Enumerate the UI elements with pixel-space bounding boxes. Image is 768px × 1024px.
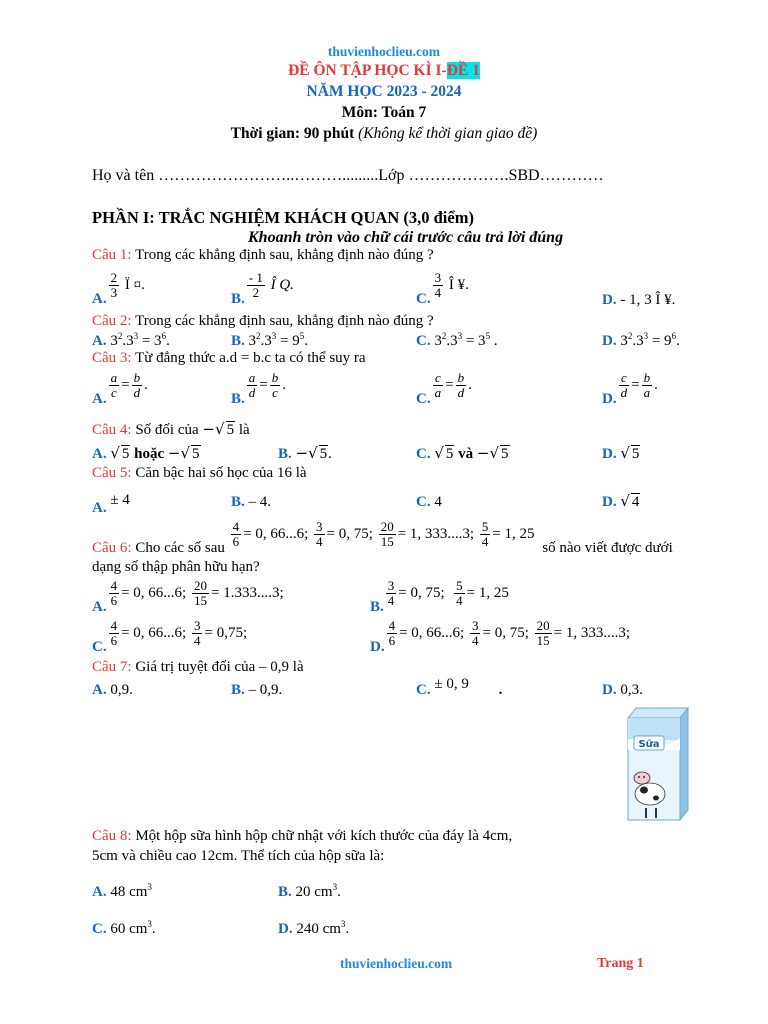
- option-text: – 0,9.: [248, 682, 283, 698]
- option-text: ± 0, 9: [434, 676, 469, 692]
- question-text: Từ đẳng thức a.d = b.c ta có thể suy ra: [135, 350, 366, 366]
- q3-option-a[interactable]: A. $\frac{a}{c}$ = $\frac{b}{d}$ .: [92, 370, 148, 407]
- question-2: [92, 313, 434, 330]
- question-text-end: là: [238, 422, 250, 438]
- q4-option-a[interactable]: A. √ 5 hoặc −√ 5: [92, 444, 200, 462]
- student-info-line: Họ và tên ……………………..……….........Lớp ……………….SBD…………: [92, 167, 604, 184]
- q5-option-a[interactable]: A. ± 4: [92, 492, 130, 516]
- footer-site-link[interactable]: thuvienhoclieu.com: [340, 956, 453, 971]
- option-text: ± 4: [110, 492, 130, 508]
- question-label: Câu 7:: [92, 659, 132, 675]
- question-text: Giá trị tuyệt đối của – 0,9 là: [135, 659, 304, 675]
- carton-label: Sữa: [638, 739, 660, 750]
- question-3: [92, 350, 366, 367]
- question-text-cont: số nào viết được dưới: [542, 539, 673, 556]
- option-text: Î Q.: [270, 276, 294, 293]
- question-label: Câu 2:: [92, 313, 132, 329]
- q1-option-a[interactable]: A. $\frac{2}{3}$ Ï ¤.: [92, 270, 145, 307]
- question-6: Câu 6: Cho các số sau $\frac{4}{6}$ = 0, 66...6; $\frac{3}{4}$ = 0, 75; $\frac{20}{15}$ = 1, 333....3; $\frac{5}{4}$ = 1, 25 số nào viết được dưới: [92, 519, 673, 556]
- q7-option-b[interactable]: B. – 0,9.: [231, 682, 283, 698]
- option-text: 0,3.: [620, 682, 643, 698]
- exam-number: ĐỀ 1: [446, 62, 480, 79]
- option-letter: B.: [231, 290, 245, 307]
- option-letter: D.: [602, 292, 617, 308]
- milk-carton-image: [622, 704, 694, 822]
- option-text: 4: [631, 494, 640, 510]
- question-label: Câu 6:: [92, 539, 132, 556]
- option-text: 240 cm: [296, 921, 341, 937]
- subject: Môn: Toán 7: [341, 104, 427, 121]
- question-4: Câu 4: Số đối của −√ 5 là: [92, 420, 250, 438]
- q1-option-b[interactable]: B. $\frac{- 1}{2}$ Î Q.: [231, 270, 294, 307]
- option-text: 48 cm: [110, 884, 148, 900]
- q3-option-b[interactable]: B. $\frac{a}{d}$ = $\frac{b}{c}$ .: [231, 370, 286, 407]
- option-text: Î ¥.: [448, 276, 469, 293]
- question-label: Câu 3:: [92, 350, 132, 366]
- q6-option-a[interactable]: A. $\frac{4}{6}$ = 0, 66...6; $\frac{20}{15}$ = 1.333....3;: [92, 578, 284, 615]
- question-text: Cho các số sau: [135, 539, 225, 556]
- option-letter: C.: [416, 290, 431, 307]
- question-text: Căn bậc hai số học của 16 là: [135, 465, 307, 481]
- q3-option-c[interactable]: C. $\frac{c}{a}$ = $\frac{b}{d}$ .: [416, 370, 472, 407]
- option-text: 60 cm: [110, 921, 148, 937]
- or-word: hoặc: [134, 446, 165, 462]
- option-tail: .: [498, 682, 503, 698]
- q2-option-d[interactable]: D. $3^2.3^3 = 9^6$.: [602, 331, 680, 349]
- question-8: [92, 828, 512, 845]
- q1-option-d[interactable]: [602, 292, 675, 309]
- and-word: và: [458, 446, 474, 462]
- q7-option-a[interactable]: A. 0,9.: [92, 682, 133, 698]
- question-text: Trong các khẳng định sau, khẳng định nào đúng ?: [135, 247, 434, 263]
- option-text: – 4.: [248, 494, 272, 510]
- question-1: [92, 247, 434, 264]
- value-text: = 1, 25: [492, 525, 535, 542]
- question-text: Một hộp sữa hình hộp chữ nhật với kích thước của đáy là 4cm,: [135, 828, 513, 844]
- question-label: Câu 5:: [92, 465, 132, 481]
- q4-option-d[interactable]: D. √ 5: [602, 444, 640, 462]
- duration: [0, 125, 768, 143]
- page-number: Trang 1: [597, 956, 644, 971]
- question-text: Số đối của: [135, 422, 199, 438]
- q1-option-c[interactable]: C. $\frac{3}{4}$ Î ¥.: [416, 270, 469, 307]
- q8-option-a[interactable]: A. 48 $cm^3$: [92, 882, 152, 900]
- q5-option-c[interactable]: C. 4: [416, 494, 442, 510]
- option-text: 0,9.: [110, 682, 133, 698]
- option-text: 20 cm: [295, 884, 333, 900]
- question-label: Câu 4:: [92, 422, 132, 438]
- exam-title: [0, 62, 768, 80]
- question-7: [92, 659, 304, 676]
- value-text: = 0, 66...6;: [243, 525, 309, 542]
- question-label: Câu 8:: [92, 828, 132, 844]
- question-text: Trong các khẳng định sau, khẳng định nào đúng ?: [135, 313, 434, 329]
- q2-option-b[interactable]: B. $3^2.3^3 = 9^5$.: [231, 331, 308, 349]
- q6-option-b[interactable]: B. $\frac{3}{4}$ = 0, 75; $\frac{5}{4}$ = 1, 25: [370, 578, 509, 615]
- q2-option-c[interactable]: C. $3^2.3^3 = 3^5$ .: [416, 331, 498, 349]
- value-text: = 0, 75;: [326, 525, 373, 542]
- value-text: = 1, 333....3;: [397, 525, 475, 542]
- q7-option-c[interactable]: C. ± 0, 9 .: [416, 676, 503, 698]
- q8-option-c[interactable]: C. 60 $cm^3$.: [92, 919, 156, 937]
- duration-bold: Thời gian: 90 phút: [230, 125, 355, 142]
- q3-option-d[interactable]: D. $\frac{c}{d}$ = $\frac{b}{a}$ .: [602, 370, 658, 407]
- q8-option-d[interactable]: D. 240 $cm^3$.: [278, 919, 350, 937]
- option-text: Ï ¤.: [124, 276, 145, 293]
- q7-option-d[interactable]: D. 0,3.: [602, 682, 643, 698]
- q8-option-b[interactable]: B. 20 $cm^3$.: [278, 882, 341, 900]
- option-text: - 1, 3 Î ¥.: [620, 292, 676, 308]
- q4-option-b[interactable]: B. −√ 5.: [278, 444, 332, 462]
- school-year: NĂM HỌC 2023 - 2024: [306, 83, 462, 100]
- part1-title: PHẦN I: TRẮC NGHIỆM KHÁCH QUAN (3,0 điểm): [92, 208, 474, 227]
- q6-option-c[interactable]: C. $\frac{4}{6}$ = 0, 66...6; $\frac{3}{4}$ = 0,75;: [92, 618, 248, 655]
- option-text: 4: [434, 494, 442, 510]
- q2-option-a[interactable]: A. $3^2.3^3 = 3^6$.: [92, 331, 170, 349]
- exam-title-main: ĐỀ ÔN TẬP HỌC KÌ I-: [288, 62, 447, 79]
- question-5: [92, 465, 307, 482]
- question-8-line2: 5cm và chiều cao 12cm. Thể tích của hộp sữa là:: [92, 848, 385, 864]
- duration-note: (Không kể thời gian giao đề): [358, 125, 538, 142]
- site-header[interactable]: thuvienhoclieu.com: [327, 44, 441, 59]
- question-6-line2: dạng số thập phân hữu hạn?: [92, 559, 260, 575]
- part1-instruction: Khoanh tròn vào chữ cái trước câu trả lời đúng: [248, 229, 564, 246]
- question-label: Câu 1:: [92, 247, 132, 263]
- q5-option-d[interactable]: D. √ 4: [602, 492, 640, 510]
- q5-option-b[interactable]: B. – 4.: [231, 494, 272, 510]
- q4-option-c[interactable]: C. √ 5 và −√ 5: [416, 444, 509, 462]
- q6-option-d[interactable]: D. $\frac{4}{6}$ = 0, 66...6; $\frac{3}{4}$ = 0, 75; $\frac{20}{15}$ = 1, 333....3;: [370, 618, 631, 655]
- option-letter: A.: [92, 290, 107, 307]
